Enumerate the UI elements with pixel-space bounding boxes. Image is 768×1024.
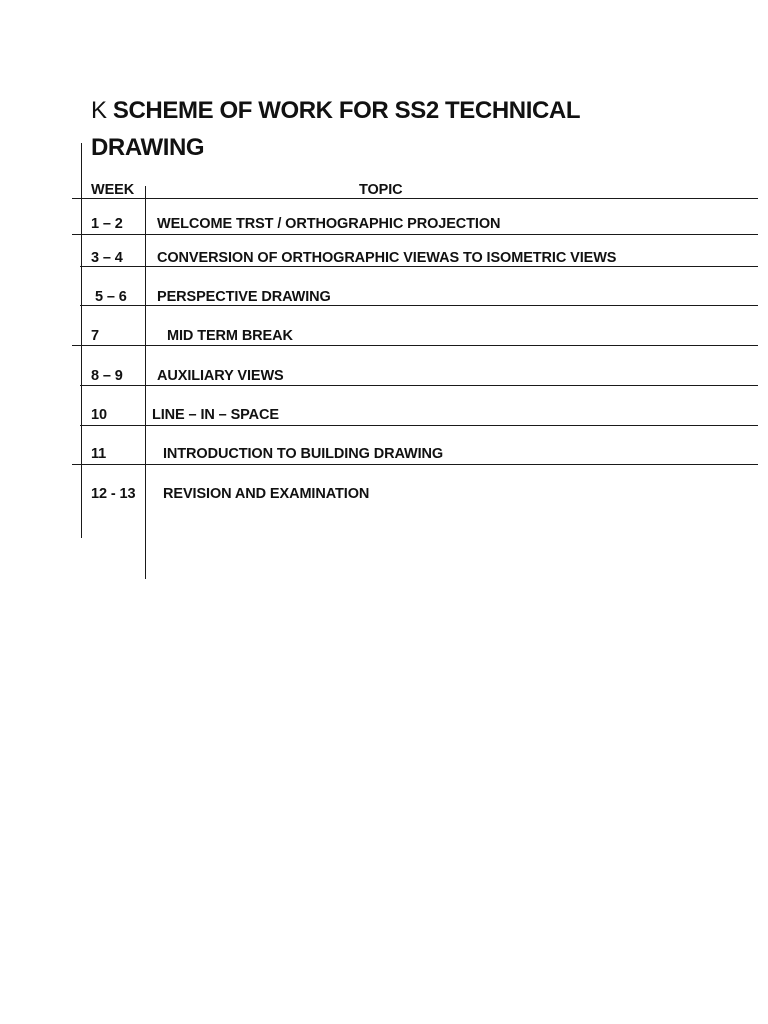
topic-cell: REVISION AND EXAMINATION xyxy=(163,486,370,502)
topic-cell: INTRODUCTION TO BUILDING DRAWING xyxy=(163,446,444,462)
column-divider-line xyxy=(145,186,146,579)
row-divider-line xyxy=(72,345,758,346)
week-cell: 11 xyxy=(91,446,107,462)
topic-cell: PERSPECTIVE DRAWING xyxy=(157,289,331,305)
document-title-line-2: DRAWING xyxy=(91,134,205,161)
week-cell: 12 - 13 xyxy=(91,486,136,502)
week-column-header: WEEK xyxy=(91,182,135,198)
title-prefix: K xyxy=(91,97,107,124)
topic-column-header: TOPIC xyxy=(359,182,403,198)
document-title-line-1 xyxy=(91,96,580,126)
week-cell: 3 – 4 xyxy=(91,250,123,266)
week-cell: 5 – 6 xyxy=(95,289,127,305)
week-cell: 8 – 9 xyxy=(91,368,123,384)
week-cell: 7 xyxy=(91,328,99,344)
left-border-line xyxy=(81,143,82,538)
title-text: SCHEME OF WORK FOR SS2 TECHNICAL xyxy=(112,97,581,124)
week-cell: 1 – 2 xyxy=(91,216,123,232)
row-divider-line xyxy=(80,425,758,426)
row-divider-line xyxy=(80,385,758,386)
row-divider-line xyxy=(72,464,758,465)
topic-cell: WELCOME TRST / ORTHOGRAPHIC PROJECTION xyxy=(157,216,501,232)
topic-cell: CONVERSION OF ORTHOGRAPHIC VIEWAS TO ISOMETRIC VIEWS xyxy=(157,250,617,266)
topic-cell: MID TERM BREAK xyxy=(167,328,293,344)
topic-cell: LINE – IN – SPACE xyxy=(152,407,279,423)
row-divider-line xyxy=(72,234,758,235)
row-divider-line xyxy=(72,198,758,199)
topic-cell: AUXILIARY VIEWS xyxy=(157,368,284,384)
week-cell: 10 xyxy=(91,407,107,423)
